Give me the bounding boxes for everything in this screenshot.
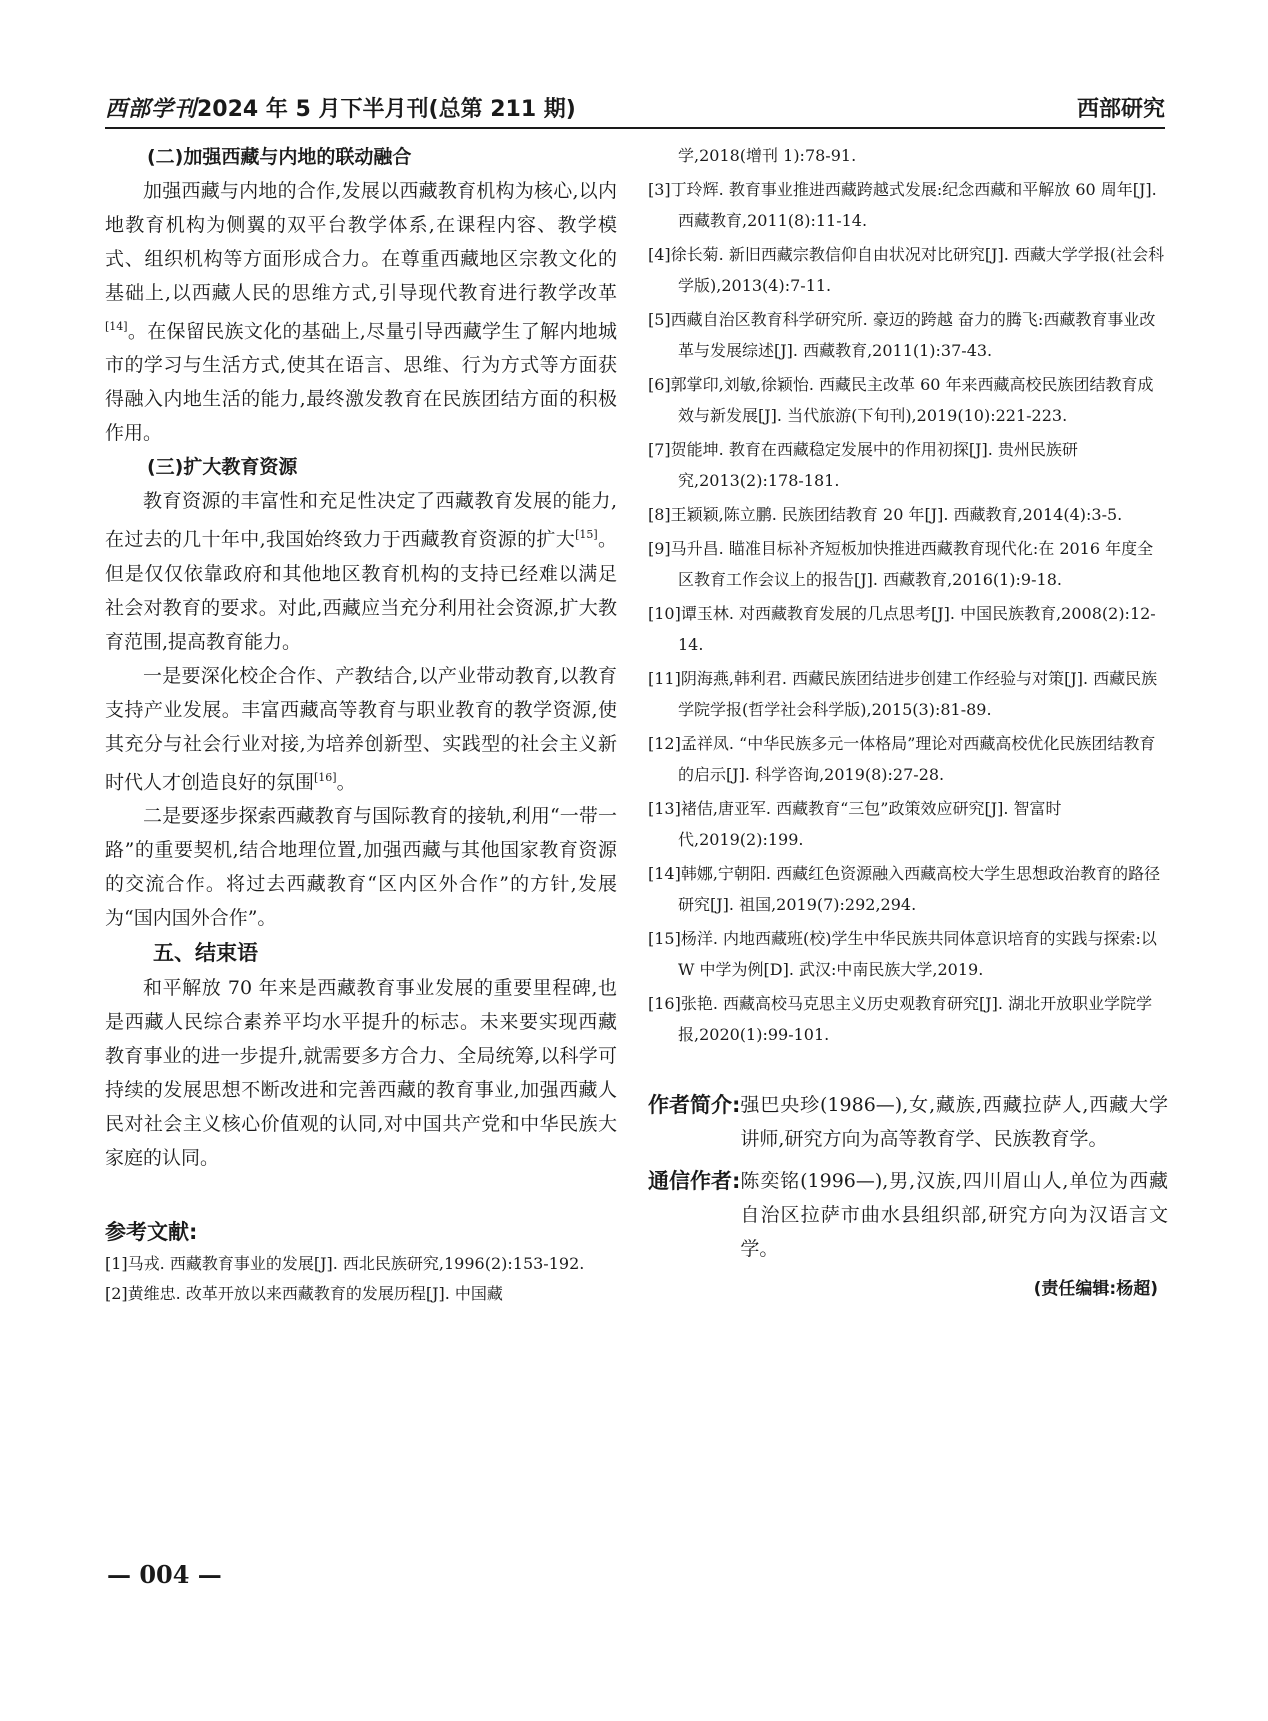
reference-item: [12]孟祥凤. “中华民族多元一体格局”理论对西藏高校优化民族团结教育的启示[J]. 科学咨询,2019(8):27-28. bbox=[648, 734, 1156, 784]
paragraph: 和平解放 70 年来是西藏教育事业发展的重要里程碑,也是西藏人民综合素养平均水平提升的标志。未来要实现西藏教育事业的进一步提升,就需要多方合力、全局统筹,以科学可持续的发展思想不断改进和完善西藏的教育事业,加强西藏人民对社会主义核心价值观的认同,对中国共产党和中华民族大家庭的认同。 bbox=[105, 976, 617, 1169]
section-title: 西部研究 bbox=[1076, 97, 1165, 122]
paragraph: 加强西藏与内地的合作,发展以西藏教育机构为核心,以内地教育机构为侧翼的双平台教学体系,在课程内容、教学模式、组织机构等方面形成合力。在尊重西藏地区宗教文化的基础上,以西藏人民的思维方式,引导现代教育进行教学改革[14]。在保留民族文化的基础上,尽量引导西藏学生了解内地城市的学习与生活方式,使其在语言、思维、行为方式等方面获得融入内地生活的能力,最终激发教育在民族团结方面的积极作用。 bbox=[105, 180, 617, 445]
paragraph: 教育资源的丰富性和充足性决定了西藏教育发展的能力,在过去的几十年中,我国始终致力于西藏教育资源的扩大[15]。但是仅仅依靠政府和其他地区教育机构的支持已经难以满足社会对教育的要求。对此,西藏应当充分利用社会资源,扩大教育范围,提高教育能力。 bbox=[105, 490, 617, 653]
left-column bbox=[105, 140, 617, 1309]
references-title: 参考文献: bbox=[105, 1219, 198, 1244]
reference-item: [11]阴海燕,韩利君. 西藏民族团结进步创建工作经验与对策[J]. 西藏民族学院学报(哲学社会科学版),2015(3):81-89. bbox=[648, 669, 1158, 719]
author-bio bbox=[648, 1088, 1168, 1156]
author-bio-text: 强巴央珍(1986—),女,藏族,西藏拉萨人,西藏大学讲师,研究方向为高等教育学、民族教育学。 bbox=[740, 1094, 1168, 1150]
reference-item: [15]杨洋. 内地西藏班(校)学生中华民族共同体意识培育的实践与探索:以 W 中学为例[D]. 武汉:中南民族大学,2019. bbox=[648, 929, 1157, 979]
subheading-3: (三)扩大教育资源 bbox=[147, 456, 298, 479]
author-info bbox=[648, 1088, 1168, 1299]
reference-item: [7]贺能坤. 教育在西藏稳定发展中的作用初探[J]. 贵州民族研究,2013(2):178-181. bbox=[648, 440, 1078, 490]
reference-item: [6]郭掌印,刘敏,徐颖怡. 西藏民主改革 60 年来西藏高校民族团结教育成效与新发展[J]. 当代旅游(下旬刊),2019(10):221-223. bbox=[648, 375, 1154, 425]
header-rule bbox=[105, 127, 1165, 129]
corresponding-author-text: 陈奕铭(1996—),男,汉族,四川眉山人,单位为西藏自治区拉萨市曲水县组织部,研究方向为汉语言文学。 bbox=[740, 1170, 1168, 1260]
reference-item: [3]丁玲辉. 教育事业推进西藏跨越式发展:纪念西藏和平解放 60 周年[J]. 西藏教育,2011(8):11-14. bbox=[648, 180, 1157, 230]
citation[interactable]: [14] bbox=[105, 320, 128, 333]
page-number: — 004 — bbox=[107, 1560, 222, 1589]
reference-item: [4]徐长菊. 新旧西藏宗教信仰自由状况对比研究[J]. 西藏大学学报(社会科学版),2013(4):7-11. bbox=[648, 245, 1165, 295]
page-header bbox=[105, 90, 1165, 130]
reference-item: [9]马升昌. 瞄准目标补齐短板加快推进西藏教育现代化:在 2016 年度全区教育工作会议上的报告[J]. 西藏教育,2016(1):9-18. bbox=[648, 539, 1154, 589]
citation[interactable]: [16] bbox=[314, 770, 337, 784]
responsible-editor: (责任编辑:杨超) bbox=[1033, 1279, 1158, 1299]
reference-item: [13]褚佶,唐亚军. 西藏教育“三包”政策效应研究[J]. 智富时代,2019(2):199. bbox=[648, 799, 1062, 849]
author-bio-label: 作者简介: bbox=[648, 1093, 741, 1117]
issue-info: 2024 年 5 月下半月刊(总第 211 期) bbox=[197, 97, 576, 122]
paragraph: 一是要深化校企合作、产教结合,以产业带动教育,以教育支持产业发展。丰富西藏高等教育与职业教育的教学资源,使其充分与社会行业对接,为培养创新型、实践型的社会主义新时代人才创造良好的氛围[16]。 bbox=[105, 664, 617, 793]
reference-item: [1]马戎. 西藏教育事业的发展[J]. 西北民族研究,1996(2):153-192. bbox=[105, 1253, 585, 1273]
journal-logo: 西部学刊 bbox=[105, 96, 198, 122]
reference-item: [16]张艳. 西藏高校马克思主义历史观教育研究[J]. 湖北开放职业学院学报,2020(1):99-101. bbox=[648, 994, 1153, 1044]
reference-item: [5]西藏自治区教育科学研究所. 豪迈的跨越 奋力的腾飞:西藏教育事业改革与发展综述[J]. 西藏教育,2011(1):37-43. bbox=[648, 310, 1156, 360]
reference-item: [14]韩娜,宁朝阳. 西藏红色资源融入西藏高校大学生思想政治教育的路径研究[J]. 祖国,2019(7):292,294. bbox=[648, 864, 1161, 914]
reference-item: [2]黄维忠. 改革开放以来西藏教育的发展历程[J]. 中国藏 bbox=[105, 1283, 503, 1303]
reference-item: [10]谭玉林. 对西藏教育发展的几点思考[J]. 中国民族教育,2008(2):12-14. bbox=[648, 604, 1156, 654]
corresponding-author bbox=[648, 1164, 1168, 1266]
right-column bbox=[648, 140, 1168, 1299]
section-heading-conclusion: 五、结束语 bbox=[153, 940, 258, 965]
reference-item: [8]王颖颖,陈立鹏. 民族团结教育 20 年[J]. 西藏教育,2014(4):3-5. bbox=[648, 505, 1123, 524]
reference-item-continued: 学,2018(增刊 1):78-91. bbox=[678, 146, 857, 165]
subheading-2: (二)加强西藏与内地的联动融合 bbox=[147, 146, 412, 168]
paragraph: 二是要逐步探索西藏教育与国际教育的接轨,利用“一带一路”的重要契机,结合地理位置,加强西藏与其他国家教育资源的交流合作。将过去西藏教育“区内区外合作”的方针,发展为“国内国外合作”。 bbox=[105, 804, 617, 929]
corresponding-author-label: 通信作者: bbox=[648, 1169, 741, 1193]
citation[interactable]: [15] bbox=[575, 528, 598, 542]
